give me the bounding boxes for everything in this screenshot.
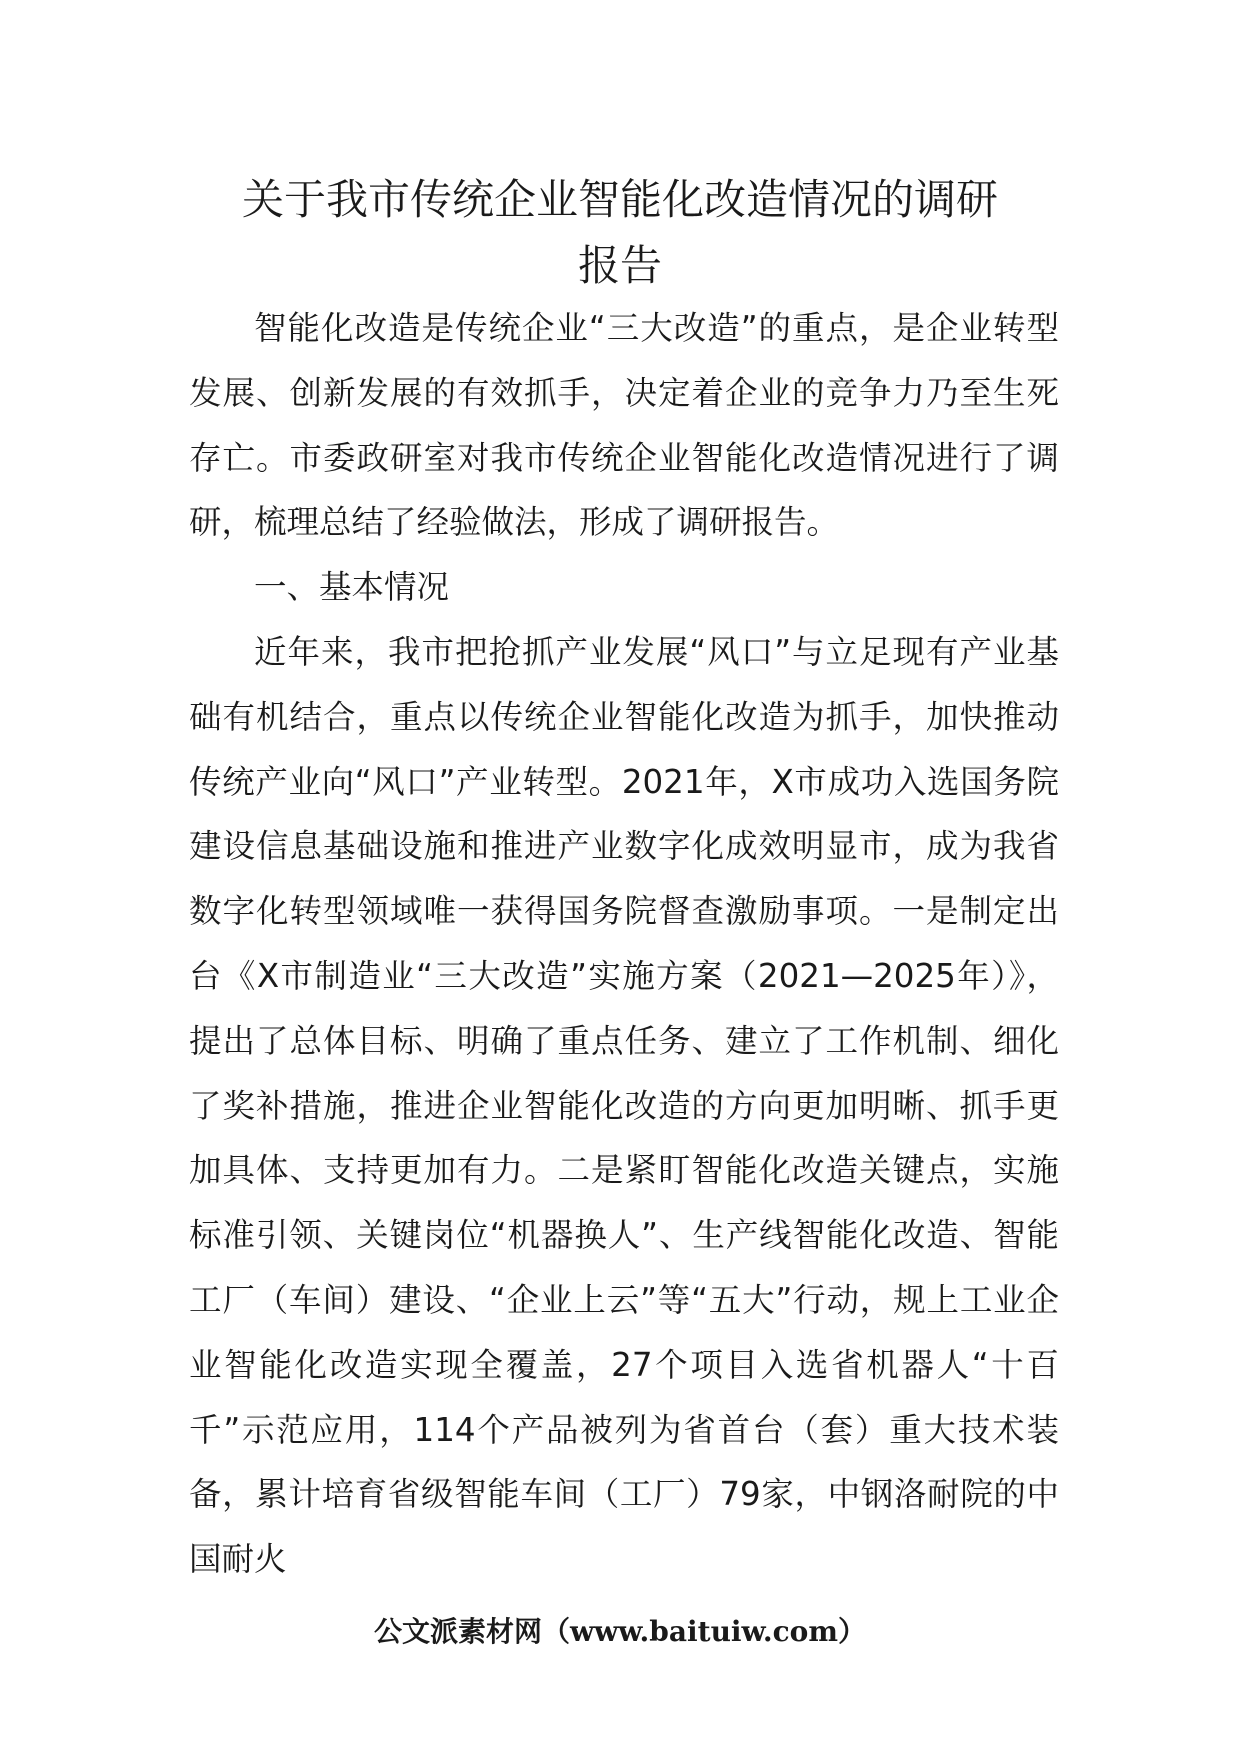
footer-watermark: 公文派素材网（www.baituiw.com） — [374, 1615, 866, 1648]
section-1-paragraph: 近年来，我市把抢抓产业发展“风口”与立足现有产业基础有机结合，重点以传统企业智能化改造为抓手，加快推动传统产业向“风口”产业转型。2021年，X市成功入选国务院建设信息基础设施和推进产业数字化成效明显市，成为我省数字化转型领域唯一获得国务院督查激励事项。一是制定出台《X市制造业“三大改造”实施方案（2021—2025年）》，提出了总体目标、明确了重点任务、建立了工作机制、细化了奖补措施，推进企业智能化改造的方向更加明晰、抓手更加具体、支持更加有力。二是紧盯智能化改造关键点，实施标准引领、关键岗位“机器换人”、生产线智能化改造、智能工厂（车间）建设、“企业上云”等“五大”行动，规上工业企业智能化改造实现全覆盖，27个项目入选省机器人“十百千”示范应用，114个产品被列为省首台（套）重大技术装备，累计培育省级智能车间（工厂）79家，中钢洛耐院的中国耐火 — [189, 632, 1059, 1579]
intro-paragraph: 智能化改造是传统企业“三大改造”的重点，是企业转型发展、创新发展的有效抓手，决定着企业的竞争力乃至生死存亡。市委政研室对我市传统企业智能化改造情况进行了调研，梳理总结了经验做法，形成了调研报告。 — [189, 309, 1059, 542]
document-title-line-2: 报告 — [577, 241, 662, 290]
document-body — [189, 296, 1059, 1592]
section-heading-basic-situation: 一、基本情况 — [254, 568, 450, 607]
document-title-line-1: 关于我市传统企业智能化改造情况的调研 — [241, 175, 998, 224]
